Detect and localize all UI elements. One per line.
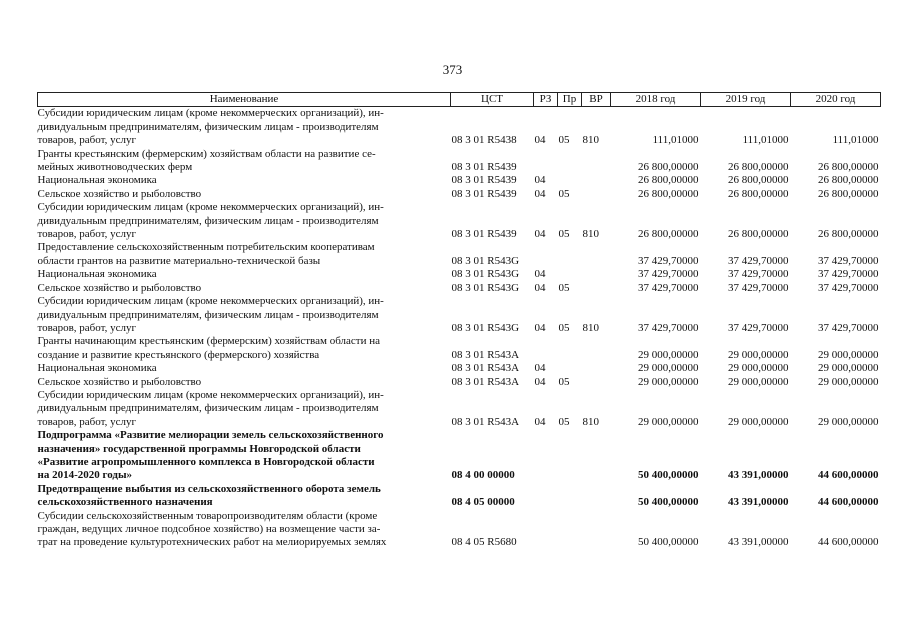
table-row bbox=[38, 389, 881, 429]
cell-2020: 37 429,70000 bbox=[818, 321, 879, 334]
cell-name-line: на 2014-2020 годы» bbox=[37, 469, 133, 482]
cell-name bbox=[38, 201, 451, 241]
cell-rz: 04 bbox=[534, 415, 546, 428]
table-row bbox=[38, 107, 881, 148]
cell-cst: 08 3 01 R5439 bbox=[451, 174, 517, 187]
cell-2019: 43 391,00000 bbox=[728, 496, 789, 509]
cell-2020: 44 600,00000 bbox=[818, 469, 879, 482]
table-row bbox=[38, 241, 881, 268]
cell-2018: 29 000,00000 bbox=[638, 415, 699, 428]
header-pr: Пр bbox=[558, 93, 582, 107]
cell-name-line: товаров, работ, услуг bbox=[37, 134, 136, 147]
cell-name bbox=[38, 335, 451, 362]
budget-table bbox=[37, 92, 881, 550]
cell-name-line: Предоставление сельскохозяйственным потребительским кооперативам bbox=[37, 241, 375, 254]
cell-rz: 04 bbox=[534, 321, 546, 334]
cell-name bbox=[38, 174, 451, 187]
header-cst: ЦСТ bbox=[451, 93, 534, 107]
cell-cst: 08 3 01 R543G bbox=[451, 268, 520, 281]
table-row bbox=[38, 362, 881, 375]
cell-pr: 05 bbox=[558, 187, 570, 200]
cell-name-line: сельскохозяйственного назначения bbox=[37, 496, 213, 509]
cell-vr bbox=[582, 483, 611, 510]
cell-rz: 04 bbox=[534, 268, 546, 281]
cell-name-line: области грантов на развитие материально-технической базы bbox=[37, 254, 321, 267]
cell-vr bbox=[582, 362, 611, 375]
cell-vr bbox=[582, 282, 611, 295]
cell-2020: 26 800,00000 bbox=[818, 174, 879, 187]
table-row bbox=[38, 148, 881, 175]
cell-name bbox=[38, 510, 451, 550]
cell-2019: 29 000,00000 bbox=[728, 348, 789, 361]
cell-name-line: товаров, работ, услуг bbox=[37, 228, 136, 241]
cell-cst: 08 3 01 R543A bbox=[451, 415, 520, 428]
cell-2018: 50 400,00000 bbox=[638, 469, 699, 482]
cell-2018: 26 800,00000 bbox=[638, 161, 699, 174]
cell-cst: 08 3 01 R5439 bbox=[451, 228, 517, 241]
cell-2018: 37 429,70000 bbox=[638, 268, 699, 281]
table-body bbox=[38, 107, 881, 550]
cell-2019: 26 800,00000 bbox=[728, 187, 789, 200]
cell-name bbox=[38, 148, 451, 175]
cell-name-line: трат на проведение культуротехнических работ на мелиорируемых землях bbox=[37, 536, 387, 549]
cell-vr bbox=[582, 510, 611, 550]
cell-cst: 08 3 01 R543G bbox=[451, 254, 520, 267]
cell-name-line: «Развитие агропромышленного комплекса в Новгородской области bbox=[37, 455, 375, 468]
cell-name-line: Национальная экономика bbox=[37, 174, 157, 187]
cell-2020: 37 429,70000 bbox=[818, 254, 879, 267]
header-rz: РЗ bbox=[534, 93, 558, 107]
cell-2018: 29 000,00000 bbox=[638, 348, 699, 361]
table-row bbox=[38, 335, 881, 362]
cell-cst: 08 3 01 R543A bbox=[451, 375, 520, 388]
cell-pr bbox=[558, 362, 582, 375]
cell-2018: 29 000,00000 bbox=[638, 362, 699, 375]
cell-vr: 810 bbox=[582, 415, 599, 428]
cell-2018: 50 400,00000 bbox=[638, 536, 699, 549]
cell-rz bbox=[534, 483, 558, 510]
cell-2019: 111,01000 bbox=[742, 134, 789, 147]
cell-name-line: дивидуальным предпринимателям, физическим лицам - производителям bbox=[37, 402, 379, 415]
cell-pr bbox=[558, 174, 582, 187]
cell-2020: 29 000,00000 bbox=[818, 415, 879, 428]
cell-rz: 04 bbox=[534, 281, 546, 294]
cell-name-line: Сельское хозяйство и рыболовство bbox=[37, 375, 202, 388]
cell-2019: 26 800,00000 bbox=[728, 161, 789, 174]
cell-pr bbox=[558, 148, 582, 175]
cell-vr: 810 bbox=[582, 228, 599, 241]
cell-pr bbox=[558, 335, 582, 362]
header-2020: 2020 год bbox=[791, 93, 881, 107]
cell-2020: 37 429,70000 bbox=[818, 281, 879, 294]
cell-2018: 26 800,00000 bbox=[638, 228, 699, 241]
cell-rz bbox=[534, 148, 558, 175]
cell-rz bbox=[534, 241, 558, 268]
cell-name-line: граждан, ведущих личное подсобное хозяйство) на возмещение части за- bbox=[37, 523, 381, 535]
table-row bbox=[38, 268, 881, 281]
cell-pr: 05 bbox=[558, 321, 570, 334]
cell-2019: 29 000,00000 bbox=[728, 375, 789, 388]
cell-vr bbox=[582, 268, 611, 281]
cell-2020: 26 800,00000 bbox=[818, 187, 879, 200]
cell-name-line: Субсидии юридическим лицам (кроме некоммерческих организаций), ин- bbox=[37, 201, 384, 214]
cell-rz bbox=[534, 335, 558, 362]
cell-2018: 37 429,70000 bbox=[638, 254, 699, 267]
cell-name-line: Субсидии юридическим лицам (кроме некоммерческих организаций), ин- bbox=[37, 388, 384, 401]
cell-rz: 04 bbox=[534, 375, 546, 388]
cell-2020: 29 000,00000 bbox=[818, 362, 879, 375]
cell-2020: 44 600,00000 bbox=[818, 496, 879, 509]
cell-2019: 29 000,00000 bbox=[728, 415, 789, 428]
table-row bbox=[38, 429, 881, 483]
cell-2020: 29 000,00000 bbox=[818, 375, 879, 388]
cell-2018: 26 800,00000 bbox=[638, 187, 699, 200]
cell-rz: 04 bbox=[534, 187, 546, 200]
table-row bbox=[38, 188, 881, 201]
cell-vr bbox=[582, 429, 611, 483]
cell-2019: 26 800,00000 bbox=[728, 174, 789, 187]
cell-pr: 05 bbox=[558, 375, 570, 388]
cell-2019: 43 391,00000 bbox=[728, 469, 789, 482]
cell-rz bbox=[534, 429, 558, 483]
cell-name-line: создание и развитие крестьянского (фермерского) хозяйства bbox=[37, 348, 320, 361]
cell-rz: 04 bbox=[534, 228, 546, 241]
cell-cst: 08 3 01 R543A bbox=[451, 362, 520, 375]
cell-rz: 04 bbox=[534, 134, 546, 147]
cell-pr bbox=[558, 241, 582, 268]
cell-2020: 26 800,00000 bbox=[818, 161, 879, 174]
cell-cst: 08 3 01 R5439 bbox=[451, 161, 517, 174]
cell-name bbox=[38, 362, 451, 375]
cell-2020: 26 800,00000 bbox=[818, 228, 879, 241]
cell-cst: 08 4 00 00000 bbox=[451, 469, 515, 482]
cell-pr: 05 bbox=[558, 228, 570, 241]
cell-pr bbox=[558, 510, 582, 550]
cell-rz: 04 bbox=[534, 174, 546, 187]
cell-name-line: Гранты крестьянским (фермерским) хозяйствам области на развитие се- bbox=[37, 147, 376, 160]
cell-cst: 08 3 01 R5438 bbox=[451, 134, 517, 147]
cell-name-line: дивидуальным предпринимателям, физическим лицам - производителям bbox=[37, 120, 379, 133]
cell-rz: 04 bbox=[534, 362, 546, 375]
cell-2020: 37 429,70000 bbox=[818, 268, 879, 281]
page-number: 373 bbox=[442, 62, 463, 77]
cell-2019: 37 429,70000 bbox=[728, 321, 789, 334]
cell-name-line: мейных животноводческих ферм bbox=[37, 161, 193, 174]
cell-pr bbox=[558, 429, 582, 483]
header-name: Наименование bbox=[38, 93, 451, 107]
cell-name bbox=[38, 107, 451, 148]
cell-2018: 29 000,00000 bbox=[638, 375, 699, 388]
cell-pr bbox=[558, 483, 582, 510]
header-row bbox=[38, 93, 881, 107]
cell-name bbox=[38, 483, 451, 510]
cell-name-line: Национальная экономика bbox=[37, 362, 157, 375]
cell-name-line: Подпрограмма «Развитие мелиорации земель сельскохозяйственного bbox=[37, 429, 384, 442]
header-2019: 2019 год bbox=[701, 93, 791, 107]
cell-name-line: Субсидии сельскохозяйственным товаропроизводителям области (кроме bbox=[37, 509, 378, 522]
table-row bbox=[38, 510, 881, 550]
table-row bbox=[38, 174, 881, 187]
cell-name bbox=[38, 241, 451, 268]
table-row bbox=[38, 483, 881, 510]
cell-2020: 111,01000 bbox=[832, 134, 879, 147]
cell-name-line: Национальная экономика bbox=[37, 268, 157, 281]
cell-name-line: товаров, работ, услуг bbox=[37, 321, 136, 334]
cell-2019: 26 800,00000 bbox=[728, 228, 789, 241]
cell-vr bbox=[582, 241, 611, 268]
table-row bbox=[38, 282, 881, 295]
table-row bbox=[38, 201, 881, 241]
table-row bbox=[38, 295, 881, 335]
cell-name bbox=[38, 268, 451, 281]
cell-cst: 08 4 05 00000 bbox=[451, 496, 515, 509]
cell-2018: 50 400,00000 bbox=[638, 496, 699, 509]
cell-vr bbox=[582, 188, 611, 201]
cell-pr: 05 bbox=[558, 134, 570, 147]
cell-2019: 37 429,70000 bbox=[728, 281, 789, 294]
cell-2019: 37 429,70000 bbox=[728, 268, 789, 281]
cell-vr bbox=[582, 174, 611, 187]
cell-name bbox=[38, 188, 451, 201]
cell-rz bbox=[534, 510, 558, 550]
cell-2020: 29 000,00000 bbox=[818, 348, 879, 361]
cell-vr: 810 bbox=[582, 321, 599, 334]
cell-name-line: Субсидии юридическим лицам (кроме некоммерческих организаций), ин- bbox=[37, 107, 384, 120]
cell-2020: 44 600,00000 bbox=[818, 536, 879, 549]
cell-cst: 08 3 01 R543G bbox=[451, 281, 520, 294]
cell-pr bbox=[558, 268, 582, 281]
cell-name-line: Предотвращение выбытия из сельскохозяйственного оборота земель bbox=[37, 482, 381, 495]
cell-name-line: товаров, работ, услуг bbox=[37, 415, 136, 428]
cell-cst: 08 3 01 R543G bbox=[451, 321, 520, 334]
cell-vr bbox=[582, 148, 611, 175]
header-vr: ВР bbox=[582, 93, 611, 107]
cell-pr: 05 bbox=[558, 415, 570, 428]
cell-name-line: дивидуальным предпринимателям, физическим лицам - производителям bbox=[37, 214, 379, 227]
cell-vr bbox=[582, 335, 611, 362]
cell-cst: 08 4 05 R5680 bbox=[451, 536, 517, 549]
cell-name-line: Субсидии юридическим лицам (кроме некоммерческих организаций), ин- bbox=[37, 295, 384, 308]
cell-name bbox=[38, 429, 451, 483]
cell-2018: 111,01000 bbox=[652, 134, 699, 147]
cell-2019: 37 429,70000 bbox=[728, 254, 789, 267]
header-2018: 2018 год bbox=[611, 93, 701, 107]
cell-2018: 37 429,70000 bbox=[638, 281, 699, 294]
table-row bbox=[38, 376, 881, 389]
cell-name-line: дивидуальным предпринимателям, физическим лицам - производителям bbox=[37, 308, 379, 321]
cell-2019: 43 391,00000 bbox=[728, 536, 789, 549]
cell-name bbox=[38, 376, 451, 389]
cell-2018: 26 800,00000 bbox=[638, 174, 699, 187]
cell-vr bbox=[582, 376, 611, 389]
cell-2019: 29 000,00000 bbox=[728, 362, 789, 375]
cell-2018: 37 429,70000 bbox=[638, 321, 699, 334]
cell-name bbox=[38, 282, 451, 295]
cell-cst: 08 3 01 R543A bbox=[451, 348, 520, 361]
cell-cst: 08 3 01 R5439 bbox=[451, 187, 517, 200]
cell-name-line: Гранты начинающим крестьянским (фермерским) хозяйствам области на bbox=[37, 335, 380, 348]
cell-name-line: Сельское хозяйство и рыболовство bbox=[37, 281, 202, 294]
cell-vr: 810 bbox=[582, 134, 599, 147]
cell-pr: 05 bbox=[558, 281, 570, 294]
cell-name-line: назначения» государственной программы Новгородской области bbox=[37, 442, 361, 455]
cell-name bbox=[38, 389, 451, 429]
cell-name bbox=[38, 295, 451, 335]
cell-name-line: Сельское хозяйство и рыболовство bbox=[37, 187, 202, 200]
